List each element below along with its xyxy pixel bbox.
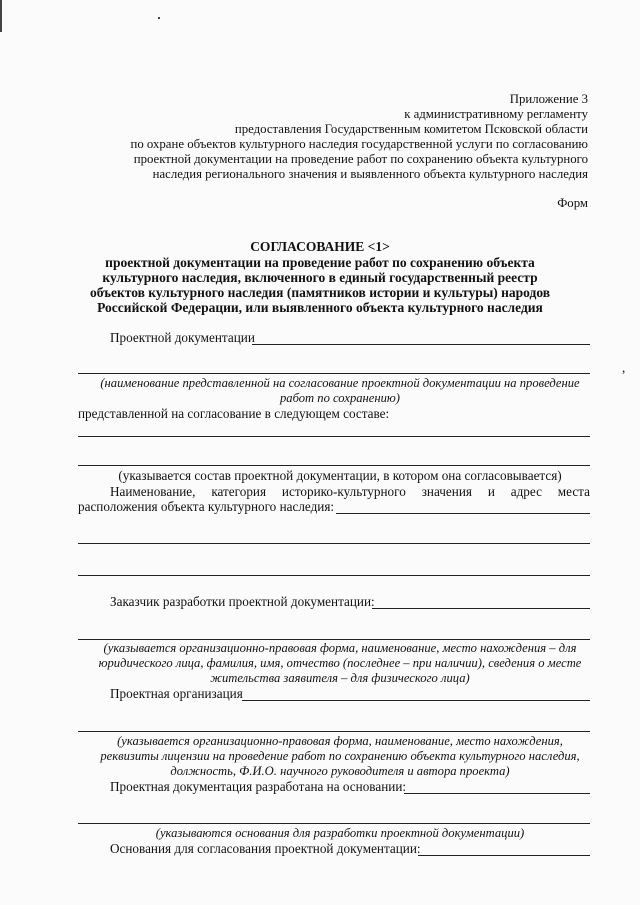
grounds-line-1 bbox=[418, 855, 590, 856]
name-word-5: и bbox=[487, 484, 495, 499]
regulation-line-3: по охране объектов культурного наследия государственной услуги по согласованию bbox=[130, 137, 588, 151]
project-doc-hint-2: работ по сохранению) bbox=[279, 391, 400, 405]
object-line-1 bbox=[336, 513, 590, 514]
customer-hint-2: юридического лица, фамилия, имя, отчество (последнее – при наличии), сведения о месте bbox=[98, 656, 582, 670]
customer-hint-1: (указывается организационно-правовая форма, наименование, место нахождения – для bbox=[103, 641, 577, 655]
appendix-number: Приложение 3 bbox=[509, 92, 588, 106]
customer-label: Заказчик разработки проектной документации: bbox=[110, 594, 375, 609]
customer-hint-3: жительства заявителя – для физического лица) bbox=[210, 671, 470, 685]
scan-dot bbox=[158, 17, 160, 19]
name-word-3: историко-культурного bbox=[281, 484, 406, 499]
scan-corner-mark bbox=[0, 0, 2, 32]
project-doc-line-2 bbox=[78, 373, 590, 374]
object-name-line-1 bbox=[110, 484, 590, 500]
document-heading: СОГЛАСОВАНИЕ <1> bbox=[250, 239, 390, 254]
object-line-3 bbox=[78, 575, 590, 576]
object-line-2 bbox=[78, 543, 590, 544]
basis-line-1 bbox=[404, 793, 590, 794]
composition-label: представленной на согласование в следующем составе: bbox=[78, 406, 390, 421]
title-line-3: объектов культурного наследия (памятников истории и культуры) народов bbox=[89, 285, 551, 300]
composition-line-2 bbox=[78, 465, 590, 466]
name-word-1: Наименование, bbox=[110, 484, 196, 499]
basis-label: Проектная документация разработана на основании: bbox=[110, 779, 407, 794]
customer-line-2 bbox=[78, 639, 590, 640]
project-doc-hint-1: (наименование представленной на согласование проектной документации на проведение bbox=[100, 376, 580, 390]
org-line-2 bbox=[78, 731, 590, 732]
project-doc-label: Проектной документации bbox=[110, 330, 255, 345]
org-line-1 bbox=[242, 700, 590, 701]
project-doc-line-1 bbox=[252, 344, 590, 345]
basis-hint: (указываются основания для разработки проектной документации) bbox=[155, 826, 525, 840]
regulation-line-4: проектной документации на проведение работ по сохранению объекта культурного bbox=[133, 152, 588, 166]
grounds-label: Основания для согласования проектной документации: bbox=[110, 841, 421, 856]
regulation-line-5: наследия регионального значения и выявленного объекта культурного наследия bbox=[152, 167, 588, 181]
customer-line-1 bbox=[372, 608, 590, 609]
org-hint-3: должность, Ф.И.О. научного руководителя и автора проекта) bbox=[170, 764, 510, 778]
composition-hint: (указывается состав проектной документации, в котором она согласовывается) bbox=[118, 468, 562, 483]
name-word-6: адрес bbox=[510, 484, 542, 499]
stray-comma: , bbox=[622, 360, 626, 375]
form-label: Форм bbox=[557, 196, 588, 210]
object-name-line-2: расположения объекта культурного наследия: bbox=[78, 499, 335, 514]
org-label: Проектная организация bbox=[110, 686, 243, 701]
org-hint-2: реквизиты лицензии на проведение работ по сохранению объекта культурного наследия, bbox=[100, 749, 580, 763]
title-line-4: Российской Федерации, или выявленного объекта культурного наследия bbox=[97, 300, 543, 315]
name-word-2: категория bbox=[211, 484, 267, 499]
regulation-line-2: предоставления Государственным комитетом Псковской области bbox=[234, 122, 588, 136]
title-line-1: проектной документации на проведение работ по сохранению объекта bbox=[105, 255, 535, 270]
title-line-2: культурного наследия, включенного в единый государственный реестр bbox=[102, 270, 538, 285]
name-word-7: места bbox=[557, 484, 590, 499]
regulation-line-1: к административному регламенту bbox=[404, 107, 588, 121]
basis-line-2 bbox=[78, 823, 590, 824]
org-hint-1: (указывается организационно-правовая форма, наименование, место нахождения, bbox=[117, 734, 563, 748]
composition-line-1 bbox=[78, 436, 590, 437]
name-word-4: значения bbox=[421, 484, 472, 499]
